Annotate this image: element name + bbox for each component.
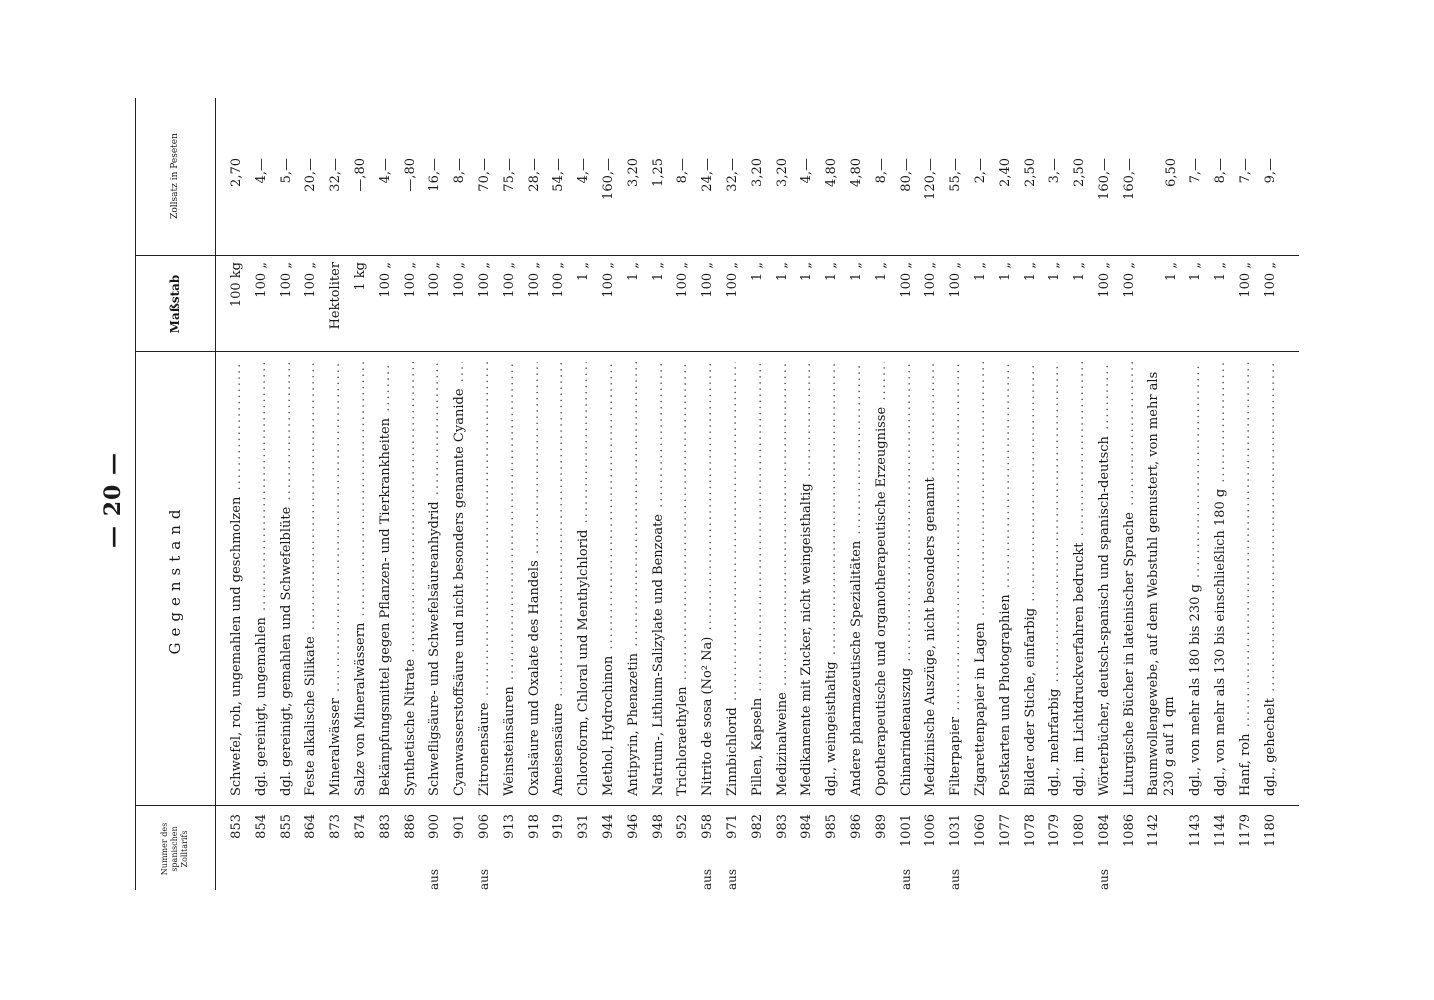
row-tariff-number: 919 (551, 814, 567, 839)
row-duty: 3,20 (774, 158, 790, 187)
row-duty: 8,— (452, 158, 468, 184)
row-unit: 100 „ (898, 262, 914, 298)
row-subject: Andere pharmazeutische Spezialitäten ..... (849, 362, 865, 796)
row-prefix: aus (476, 868, 491, 890)
table-row (746, 98, 771, 890)
table-row (944, 98, 969, 890)
table-row (597, 98, 622, 890)
row-duty: 4,— (576, 158, 592, 184)
row-duty: —,80 (352, 158, 368, 192)
row-subject: dgl. gereinigt, gemahlen und Schwefelblüte ..... (279, 362, 295, 796)
row-unit: 100 „ (700, 262, 716, 298)
row-subject: dgl., von mehr als 130 bis einschließlich 180 g ..... (1213, 362, 1229, 796)
row-tariff-number: 1077 (997, 814, 1013, 848)
row-subject: Medikamente mit Zucker, nicht weingeisthaltig ..... (799, 362, 815, 796)
row-duty: 2,50 (1072, 158, 1088, 187)
row-unit: 1 „ (1188, 262, 1204, 282)
row-duty: —,80 (402, 158, 418, 192)
table-row (1184, 98, 1209, 890)
page-number: — 20 — (100, 452, 126, 548)
row-duty: 3,20 (749, 158, 765, 187)
row-tariff-number: 948 (650, 814, 666, 839)
row-unit: 100 „ (253, 262, 269, 298)
row-subject: Medizinalweine ..... (775, 362, 791, 796)
row-duty: 8,— (873, 158, 889, 184)
row-duty: 2,70 (229, 158, 244, 187)
row-duty: 32,— (724, 158, 740, 192)
row-prefix: aus (898, 868, 913, 890)
row-duty: 2,40 (997, 158, 1013, 187)
table-row (299, 98, 324, 890)
row-tariff-number: 1180 (1262, 814, 1278, 848)
table-row (374, 98, 399, 890)
row-unit: 100 „ (526, 262, 542, 298)
row-duty: 80,— (898, 158, 914, 192)
table-row (647, 98, 672, 890)
row-tariff-number: 873 (328, 814, 344, 839)
row-tariff-number: 931 (576, 814, 592, 839)
table-row (275, 98, 300, 890)
row-duty: 5,— (278, 158, 294, 184)
row-duty: 3,— (1047, 158, 1063, 184)
table-row (696, 98, 721, 890)
row-tariff-number: 985 (824, 814, 840, 839)
row-unit: 1 „ (997, 262, 1013, 282)
row-tariff-number: 971 (724, 814, 740, 839)
table-row (349, 98, 374, 890)
row-tariff-number: 864 (303, 814, 319, 839)
table-row (498, 98, 523, 890)
row-duty: 20,— (303, 158, 319, 192)
row-prefix: aus (1096, 868, 1111, 890)
row-unit: 1 „ (799, 262, 815, 282)
table-row (1118, 98, 1143, 890)
row-tariff-number: 983 (774, 814, 790, 839)
row-unit: 1 „ (1047, 262, 1063, 282)
row-unit: 1 „ (873, 262, 889, 282)
row-unit: 1 „ (1022, 262, 1038, 282)
table-row (1234, 98, 1259, 890)
row-duty: 1,25 (650, 158, 666, 187)
row-unit: 1 „ (1072, 262, 1088, 282)
row-subject: Hanf, roh ..... (1238, 362, 1254, 796)
row-tariff-number: 913 (501, 814, 517, 839)
row-duty: 7,— (1188, 158, 1204, 184)
row-duty: 120,— (923, 158, 939, 200)
row-subject: Mineralwässer ..... (328, 362, 344, 796)
row-tariff-number: 982 (749, 814, 765, 839)
row-unit: 1 „ (774, 262, 790, 282)
row-duty: 7,— (1238, 158, 1254, 184)
row-duty: 4,— (799, 158, 815, 184)
header-duty: Zollsatz in Peseten (169, 133, 180, 219)
table-row (448, 98, 473, 890)
row-subject: Schwefligsäure- und Schwefelsäureanhydrid ..... (427, 362, 443, 796)
row-unit: 1 „ (1164, 262, 1180, 282)
header-unit: Maßstab (168, 274, 182, 334)
table-row (721, 98, 746, 890)
table-row (1142, 98, 1184, 890)
row-unit: 100 „ (1096, 262, 1112, 298)
row-subject: dgl., gehechelt ..... (1263, 362, 1279, 796)
row-subject: Feste alkalische Silikate ..... (303, 362, 319, 796)
table-row (225, 98, 250, 890)
row-unit: 100 „ (724, 262, 740, 298)
row-tariff-number: 901 (452, 814, 468, 839)
table-row (969, 98, 994, 890)
row-unit: 100 kg (229, 262, 244, 308)
row-unit: 100 „ (278, 262, 294, 298)
row-subject: Chloroform, Chloral und Menthylchlorid ..... (576, 362, 592, 796)
row-tariff-number: 900 (427, 814, 443, 839)
row-unit: 100 „ (402, 262, 418, 298)
row-tariff-number: 1142 (1146, 814, 1162, 848)
row-tariff-number: 1086 (1121, 814, 1137, 848)
row-subject: Baumwollengewebe, auf dem Webstuhl gemustert, von mehr als 230 g auf 1 qm (1146, 371, 1178, 796)
row-tariff-number: 854 (253, 814, 269, 839)
row-subject: Bekämpfungsmittel gegen Pflanzen- und Tierkrankheiten ..... (378, 362, 394, 796)
table-row (547, 98, 572, 890)
row-unit: 1 „ (824, 262, 840, 282)
row-subject: dgl., weingeisthaltig ..... (824, 362, 840, 796)
row-unit: 100 „ (476, 262, 492, 298)
table-row (994, 98, 1019, 890)
row-unit: 100 „ (303, 262, 319, 298)
row-subject: Medizinische Auszüge, nicht besonders genannt ..... (923, 362, 939, 796)
row-unit: 100 „ (600, 262, 616, 298)
row-duty: 9,— (1262, 158, 1278, 184)
row-duty: 4,— (377, 158, 393, 184)
row-subject: Oxalsäure und Oxalate des Handels ..... (527, 362, 543, 796)
row-subject: Synthetische Nitrate ..... (403, 362, 419, 796)
row-subject: Methol, Hydrochinon ..... (601, 362, 617, 796)
row-duty: 160,— (1121, 158, 1137, 200)
row-unit: 100 „ (452, 262, 468, 298)
row-subject: Salze von Mineralwässern ..... (353, 362, 369, 796)
row-tariff-number: 986 (848, 814, 864, 839)
row-duty: 160,— (1096, 158, 1112, 200)
row-unit: 100 „ (675, 262, 691, 298)
row-unit: 1 „ (1213, 262, 1229, 282)
table-row (250, 98, 275, 890)
row-duty: 6,50 (1164, 158, 1180, 187)
row-duty: 24,— (700, 158, 716, 192)
row-tariff-number: 1001 (898, 814, 914, 848)
table-row (795, 98, 820, 890)
row-prefix: aus (700, 868, 715, 890)
row-duty: 2,— (972, 158, 988, 184)
row-tariff-number: 958 (700, 814, 716, 839)
row-tariff-number: 1080 (1072, 814, 1088, 848)
row-tariff-number: 1143 (1188, 814, 1204, 848)
row-unit: 100 „ (551, 262, 567, 298)
row-duty: 16,— (427, 158, 443, 192)
row-tariff-number: 855 (278, 814, 294, 839)
table-row (572, 98, 597, 890)
table-row (324, 98, 349, 890)
table-row (1019, 98, 1044, 890)
tariff-table (135, 98, 1299, 890)
row-subject: Bilder oder Stiche, einfarbig ..... (1023, 362, 1039, 796)
row-tariff-number: 1179 (1238, 814, 1254, 848)
row-tariff-number: 1031 (948, 814, 964, 848)
row-tariff-number: 1078 (1022, 814, 1038, 848)
row-tariff-number: 918 (526, 814, 542, 839)
row-unit: 100 „ (377, 262, 393, 298)
row-tariff-number: 946 (625, 814, 641, 839)
header-tariff-number: Nummer des spanischen Zolltarifs (160, 822, 189, 876)
row-subject: Liturgische Bücher in lateinischer Sprache ..... (1122, 362, 1138, 796)
row-subject: Nitrito de sosa (No² Na) ..... (700, 362, 716, 796)
row-prefix: aus (948, 868, 963, 890)
row-subject: Natrium-, Lithium-Salizylate und Benzoate ..... (651, 362, 667, 796)
header-subject: Gegenstand (166, 503, 184, 655)
row-duty: 8,— (675, 158, 691, 184)
row-duty: 70,— (476, 158, 492, 192)
row-subject: Zinnbichlorid ..... (725, 362, 741, 796)
row-subject: Schwefel, roh, ungemahlen und geschmolzen ..... (229, 362, 245, 796)
row-unit: Hektoliter (328, 262, 344, 330)
table-row (895, 98, 920, 890)
row-duty: 3,20 (625, 158, 641, 187)
row-unit: 100 „ (501, 262, 517, 298)
table-row (671, 98, 696, 890)
row-prefix: aus (427, 868, 442, 890)
table-row (820, 98, 845, 890)
row-tariff-number: 984 (799, 814, 815, 839)
row-tariff-number: 989 (873, 814, 889, 839)
table-row (771, 98, 796, 890)
table-row (870, 98, 895, 890)
table-row (1068, 98, 1093, 890)
row-subject: dgl., von mehr als 180 bis 230 g ..... (1188, 362, 1204, 796)
row-duty: 4,80 (824, 158, 840, 187)
row-tariff-number: 886 (402, 814, 418, 839)
row-subject: Filterpapier ..... (948, 362, 964, 796)
row-unit: 100 „ (1262, 262, 1278, 298)
row-subject: Ameisensäure ..... (551, 362, 567, 796)
table-header-rule (215, 98, 216, 890)
table-row (473, 98, 498, 890)
row-subject: Chinarindenauszug ..... (899, 362, 915, 796)
table-row (919, 98, 944, 890)
row-subject: Wörterbücher, deutsch-spanisch und spanisch-deutsch ..... (1097, 362, 1113, 796)
row-tariff-number: 944 (600, 814, 616, 839)
row-duty: 2,50 (1022, 158, 1038, 187)
row-unit: 100 „ (923, 262, 939, 298)
row-prefix: aus (724, 868, 739, 890)
row-subject: Weinsteinsäuren ..... (502, 362, 518, 796)
row-unit: 1 „ (972, 262, 988, 282)
row-tariff-number: 952 (675, 814, 691, 839)
table-body (225, 98, 1284, 890)
row-unit: 1 „ (749, 262, 765, 282)
row-subject: Cyanwasserstoffsäure und nicht besonders genannte Cyanide ..... (452, 362, 468, 796)
row-subject: dgl., mehrfarbig ..... (1047, 362, 1063, 796)
row-subject: Postkarten und Photographien ..... (998, 362, 1014, 796)
row-subject: Zigarettenpapier in Lagen ..... (973, 362, 989, 796)
table-row (1093, 98, 1118, 890)
row-duty: 4,— (253, 158, 269, 184)
row-subject: Antipyrin, Phenazetin ..... (626, 362, 642, 796)
row-unit: 100 „ (948, 262, 964, 298)
row-tariff-number: 853 (229, 814, 244, 839)
row-duty: 75,— (501, 158, 517, 192)
row-tariff-number: 1079 (1047, 814, 1063, 848)
row-unit: 1 „ (625, 262, 641, 282)
row-tariff-number: 883 (377, 814, 393, 839)
row-tariff-number: 906 (476, 814, 492, 839)
row-duty: 4,80 (848, 158, 864, 187)
table-row (423, 98, 448, 890)
row-unit: 1 „ (848, 262, 864, 282)
row-unit: 100 „ (1121, 262, 1137, 298)
row-duty: 160,— (600, 158, 616, 200)
row-duty: 54,— (551, 158, 567, 192)
row-subject: Pillen, Kapseln ..... (750, 362, 766, 796)
row-duty: 28,— (526, 158, 542, 192)
row-tariff-number: 1144 (1213, 814, 1229, 848)
row-subject: Trichloraethylen ..... (675, 362, 691, 796)
table-row (622, 98, 647, 890)
row-duty: 55,— (948, 158, 964, 192)
table-row (1259, 98, 1284, 890)
table-row (523, 98, 548, 890)
row-duty: 32,— (328, 158, 344, 192)
row-subject: dgl., im Lichtdruckverfahren bedruckt ..... (1072, 362, 1088, 796)
row-unit: 100 „ (1238, 262, 1254, 298)
row-unit: 1 „ (576, 262, 592, 282)
digitization-credit (1418, 10, 1434, 390)
row-tariff-number: 1084 (1096, 814, 1112, 848)
row-subject: Zitronensäure ..... (477, 362, 493, 796)
row-unit: 1 „ (650, 262, 666, 282)
row-subject: Opotherapeutische und organotherapeutische Erzeugnisse ..... (874, 362, 890, 796)
row-tariff-number: 1006 (923, 814, 939, 848)
row-tariff-number: 874 (352, 814, 368, 839)
row-unit: 1 kg (352, 262, 368, 291)
table-row (1043, 98, 1068, 890)
row-unit: 100 „ (427, 262, 443, 298)
row-tariff-number: 1060 (972, 814, 988, 848)
row-duty: 8,— (1213, 158, 1229, 184)
table-row (845, 98, 870, 890)
row-subject: dgl. gereinigt, ungemahlen ..... (254, 362, 270, 796)
table-row (399, 98, 424, 890)
table-row (1209, 98, 1234, 890)
